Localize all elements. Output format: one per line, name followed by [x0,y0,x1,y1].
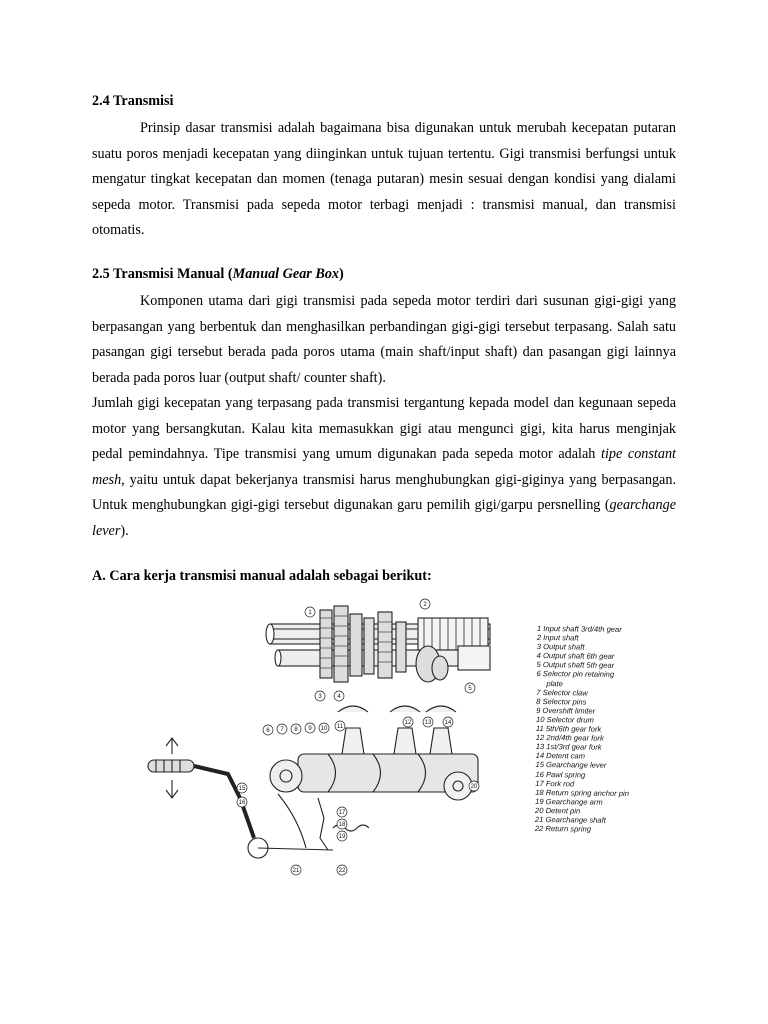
callout-6 [263,725,273,735]
callout-14 [443,717,453,727]
section-a-heading: A. Cara kerja transmisi manual adalah sebagai berikut: [92,568,432,584]
callout-1 [305,607,315,617]
section-2-5 [92,265,676,544]
legend-item: 19 Gearchange arm [535,796,603,807]
section-a [92,567,676,585]
legend-item: 11 5th/6th gear fork [535,724,602,734]
legend-item: 8 Selector pins [536,696,587,707]
legend-item: 9 Overshift limiter [536,705,596,716]
legend-item: 1 Input shaft 3rd/4th gear [536,624,622,634]
section-2-4-paragraph: Prinsip dasar transmisi adalah bagaimana bisa digunakan untuk merubah kecepatan putaran suatu poros menjadi kecepatan yang diinginkan untuk tujuan tertentu. Gigi transmisi berfungsi untuk mengatur tingkat kecepatan dan momen (tenaga putaran) mesin sesuai dengan kondisi yang dialami sepeda motor. Transmisi pada sepeda motor terbagi menjadi : transmisi manual, dan transmisi otomatis. [92,120,676,238]
callout-8 [291,724,301,734]
svg-text:9: 9 [308,726,312,732]
svg-text:14: 14 [444,720,452,726]
svg-text:10: 10 [320,726,328,732]
callout-11 [335,721,345,731]
legend-item: plate [546,678,563,688]
section-2-4-heading: 2.4 Transmisi [92,93,174,109]
svg-text:16: 16 [238,800,246,806]
section-2-5-paragraph-1: Komponen utama dari gigi transmisi pada sepeda motor terdiri dari susunan gigi-gigi yang berpasangan yang berbentuk dan menghasilkan perbandingan gigi-gigi tersebut terpasang. Salah satu pasangan gigi tersebut berada pada poros utama (main shaft/input shaft) dan pasangan gigi lainnya berada pada poros luar (output shaft/ counter shaft). [92,293,676,386]
legend-item: 15 Gearchange lever [535,760,607,771]
legend-item: 14 Detent cam [535,751,586,761]
section-2-5-heading: 2.5 Transmisi Manual (Manual Gear Box) [92,266,344,282]
callout-17 [337,807,347,817]
legend-item: 7 Selector claw [536,687,588,698]
section-2-5-paragraph-2: Jumlah gigi kecepatan yang terpasang pada transmisi tergantung kepada model dan kegunaan sepeda motor yang bersangkutan. Kalau kita memasukkan gigi atau mengunci gigi, kita harus menginjak pedal pemindahnya. Tipe transmisi yang umum digunakan pada sepeda motor adalah tipe constant mesh, yaitu untuk dapat bekerjanya transmisi harus menghubungkan gigi-giginya yang berpasangan. Untuk menghubungkan gigi-gigi tersebut digunakan garu pemilih gigi/garpu persnelling (gearchange lever). [92,395,676,539]
legend-item: 16 Pawl spring [535,769,586,780]
legend-item: 3 Output shaft [536,642,585,652]
legend-item: 4 Output shaft 6th gear [536,651,615,662]
legend-item: 13 1st/3rd gear fork [535,742,602,752]
section-2-4 [92,92,676,244]
svg-text:17: 17 [338,810,346,816]
callout-4 [334,691,344,701]
svg-text:21: 21 [292,868,300,874]
legend-item: 22 Return spring [534,824,592,834]
svg-text:22: 22 [338,868,346,874]
figure-legend [535,624,671,835]
svg-text:11: 11 [336,724,344,730]
callout-15 [237,783,247,793]
svg-text:5: 5 [468,686,472,692]
legend-item: 2 Input shaft [536,633,579,643]
svg-text:18: 18 [338,822,346,828]
svg-text:8: 8 [294,727,298,733]
callout-19 [337,831,347,841]
callout-16 [237,797,247,807]
legend-item: 12 2nd/4th gear fork [535,733,604,743]
legend-item: 6 Selector pin retaining [536,669,615,680]
callout-12 [403,717,413,727]
callout-20 [469,781,479,791]
svg-text:12: 12 [404,720,412,726]
legend-item: 18 Return spring anchor pin [535,787,629,798]
callout-21 [291,865,301,875]
callout-18 [337,819,347,829]
callout-3 [315,691,325,701]
svg-text:7: 7 [280,727,284,733]
svg-text:2: 2 [423,602,427,608]
callout-22 [337,865,347,875]
svg-text:20: 20 [470,784,478,790]
legend-item: 10 Selector drum [535,714,594,725]
svg-text:3: 3 [318,694,322,700]
callout-2 [420,599,430,609]
callout-5 [465,683,475,693]
callout-9 [305,723,315,733]
callout-13 [423,717,433,727]
svg-text:15: 15 [238,786,246,792]
svg-text:6: 6 [266,728,270,734]
legend-item: 21 Gearchange shaft [534,814,606,825]
legend-item: 20 Detent pin [535,805,581,816]
legend-item: 5 Output shaft 5th gear [536,660,615,671]
callout-10 [319,723,329,733]
svg-text:13: 13 [424,720,432,726]
svg-text:1: 1 [308,610,312,616]
legend-item: 17 Fork rod [535,778,575,788]
svg-text:19: 19 [338,834,346,840]
callout-7 [277,724,287,734]
svg-text:4: 4 [337,694,341,700]
